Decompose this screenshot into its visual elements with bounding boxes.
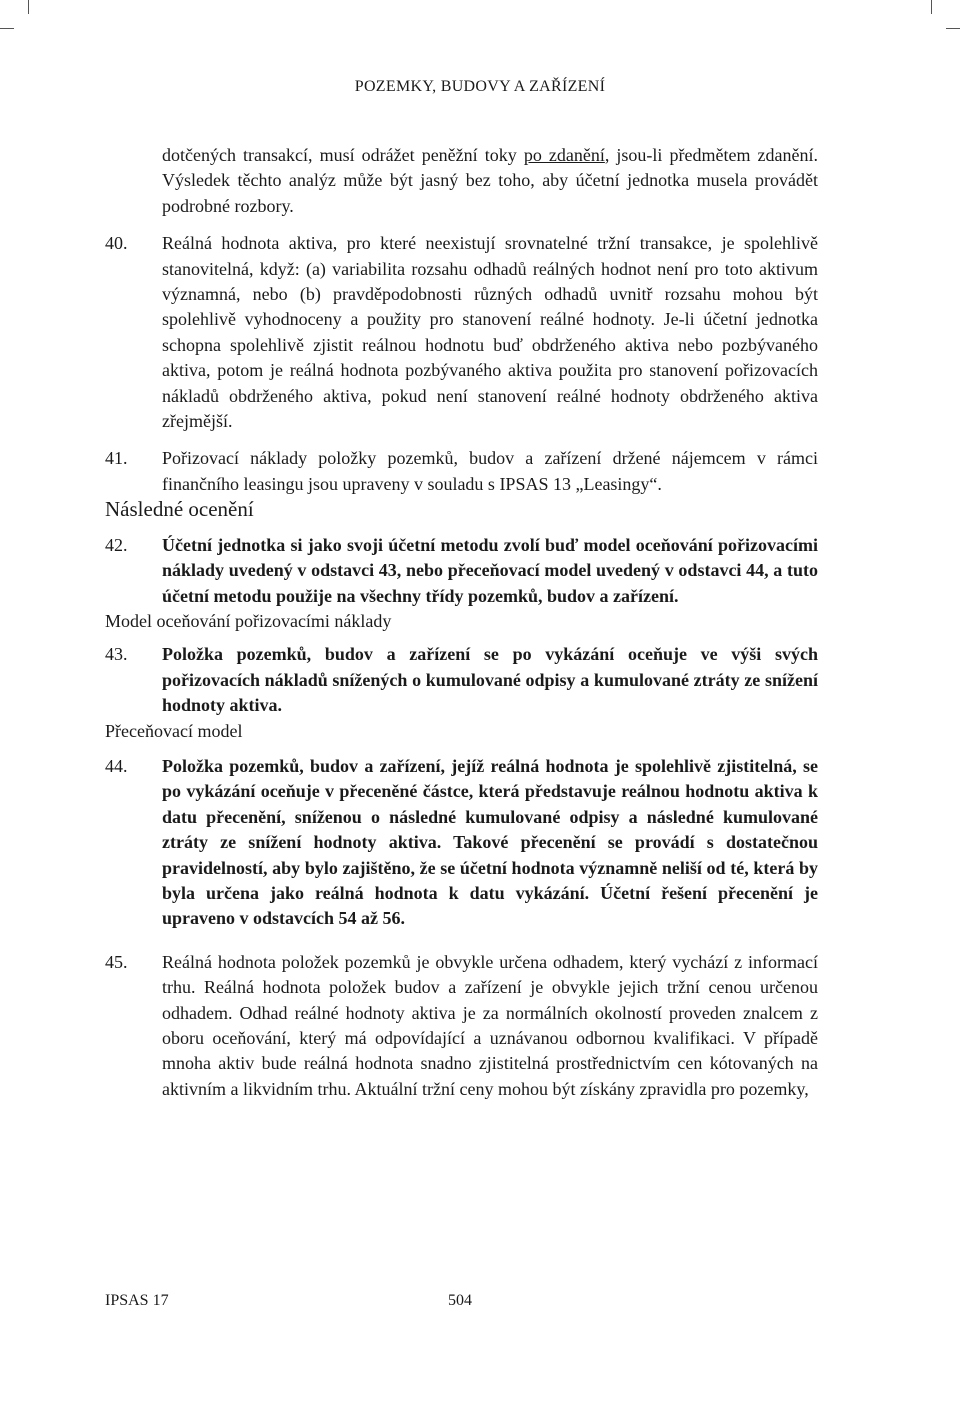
paragraph-number: 42. (105, 534, 128, 555)
section-heading: Následné ocenění (105, 497, 254, 522)
footer-standard: IPSAS 17 (105, 1292, 169, 1309)
crop-mark-top-left (28, 0, 29, 14)
paragraph-number: 44. (105, 755, 128, 776)
paragraph-40 (105, 231, 818, 434)
paragraph-text: Reálná hodnota aktiva, pro které neexistují srovnatelné tržní transakce, je spolehlivě stanovitelná, když: (a) variabilita rozsahu odhadů reálných hodnot není pro toto aktivum významná, nebo (b) pravděpodobnosti různých odhadů uvnitř rozsahu mohou být spolehlivě vyhodnoceny a použity pro stanovení reálné hodnoty. Je-li účetní jednotka schopna spolehlivě zjistit reálnou hodnotu buď obdrženého aktiva nebo pozbývaného aktiva, potom je reálná hodnota pozbývaného aktiva použita pro stanovení pořizovacích nákladů obdrženého aktiva, pokud není stanovení reálné hodnoty obdrženého aktiva zřejmější. (162, 233, 818, 432)
subheading-revaluation-model: Přeceňovací model (105, 720, 243, 741)
paragraph-41 (105, 446, 818, 497)
paragraph-text: Pořizovací náklady položky pozemků, budov a zařízení držené nájemcem v rámci finančního leasingu jsou upraveny v souladu s IPSAS 13 „Leasingy“. (162, 448, 818, 494)
paragraph-text: Položka pozemků, budov a zařízení se po vykázání oceňuje ve výši svých pořizovacích nákladů snížených o kumulované odpisy a kumulované ztráty ze snížení hodnoty aktiva. (162, 644, 818, 716)
paragraph-continuation (162, 143, 818, 219)
paragraph-43 (105, 642, 818, 718)
paragraph-text: Položka pozemků, budov a zařízení, jejíž reálná hodnota je spolehlivě zjistitelná, se po vykázání oceňuje v přeceněné částce, která představuje reálnou hodnotu aktiva k datu přecenění, sníženou o následné kumulované odpisy a následné kumulované ztráty ze snížení hodnoty aktiva. Takové přecenění se provádí s dostatečnou pravidelností, aby bylo zajištěno, že se účetní hodnota významně neliší od té, která by byla určena jako reálná hodnota k datu vykázání. Účetní řešení přecenění je upraveno v odstavcích 54 až 56. (162, 755, 818, 929)
paragraph-44 (105, 754, 818, 932)
paragraph-number: 45. (105, 951, 128, 972)
paragraph-42 (105, 533, 818, 609)
paragraph-text: Reálná hodnota položek pozemků je obvykle určena odhadem, který vychází z informací trhu. Reálná hodnota položek budov a zařízení je obvykle jejich tržní cenou určenou odhadem. Odhad reálné hodnoty aktiva je za normálních okolností proveden znalcem z oboru oceňování, který má odpovídající a uznávanou odbornou kvalifikaci. V případě mnoha aktiv bude reálná hodnota snadno zjistitelná prostřednictvím cen kótovaných na aktivním a likvidním trhu. Aktuální tržní ceny mohou být získány zpravidla pro pozemky, (162, 951, 818, 1099)
subheading-cost-model: Model oceňování pořizovacími náklady (105, 610, 392, 631)
paragraph-number: 41. (105, 448, 128, 469)
paragraph-text: Účetní jednotka si jako svoji účetní metodu zvolí buď model oceňování pořizovacími náklady uvedený v odstavci 43, nebo přeceňovací model uvedený v odstavci 44, a tuto účetní metodu použije na všechny třídy pozemků, budov a zařízení. (162, 534, 818, 606)
underlined-term: po zdanění (523, 145, 605, 165)
continuation-text: dotčených transakcí, musí odrážet peněžní toky (162, 145, 524, 165)
continuation-text-end: , jsou-li předmětem zdanění. Výsledek těchto analýz může být jasný bez toho, aby účetní jednotka musela provádět podrobné rozbory. (162, 145, 819, 216)
crop-mark-top-right (931, 0, 932, 14)
crop-mark-top-right-h (946, 28, 960, 29)
paragraph-number: 40. (105, 233, 128, 254)
paragraph-45 (105, 950, 818, 1102)
paragraph-number: 43. (105, 644, 128, 665)
running-header: POZEMKY, BUDOVY A ZAŘÍZENÍ (354, 78, 606, 95)
page-number: 504 (448, 1292, 472, 1309)
crop-mark-top-left-h (0, 28, 14, 29)
page-body (105, 143, 818, 1102)
